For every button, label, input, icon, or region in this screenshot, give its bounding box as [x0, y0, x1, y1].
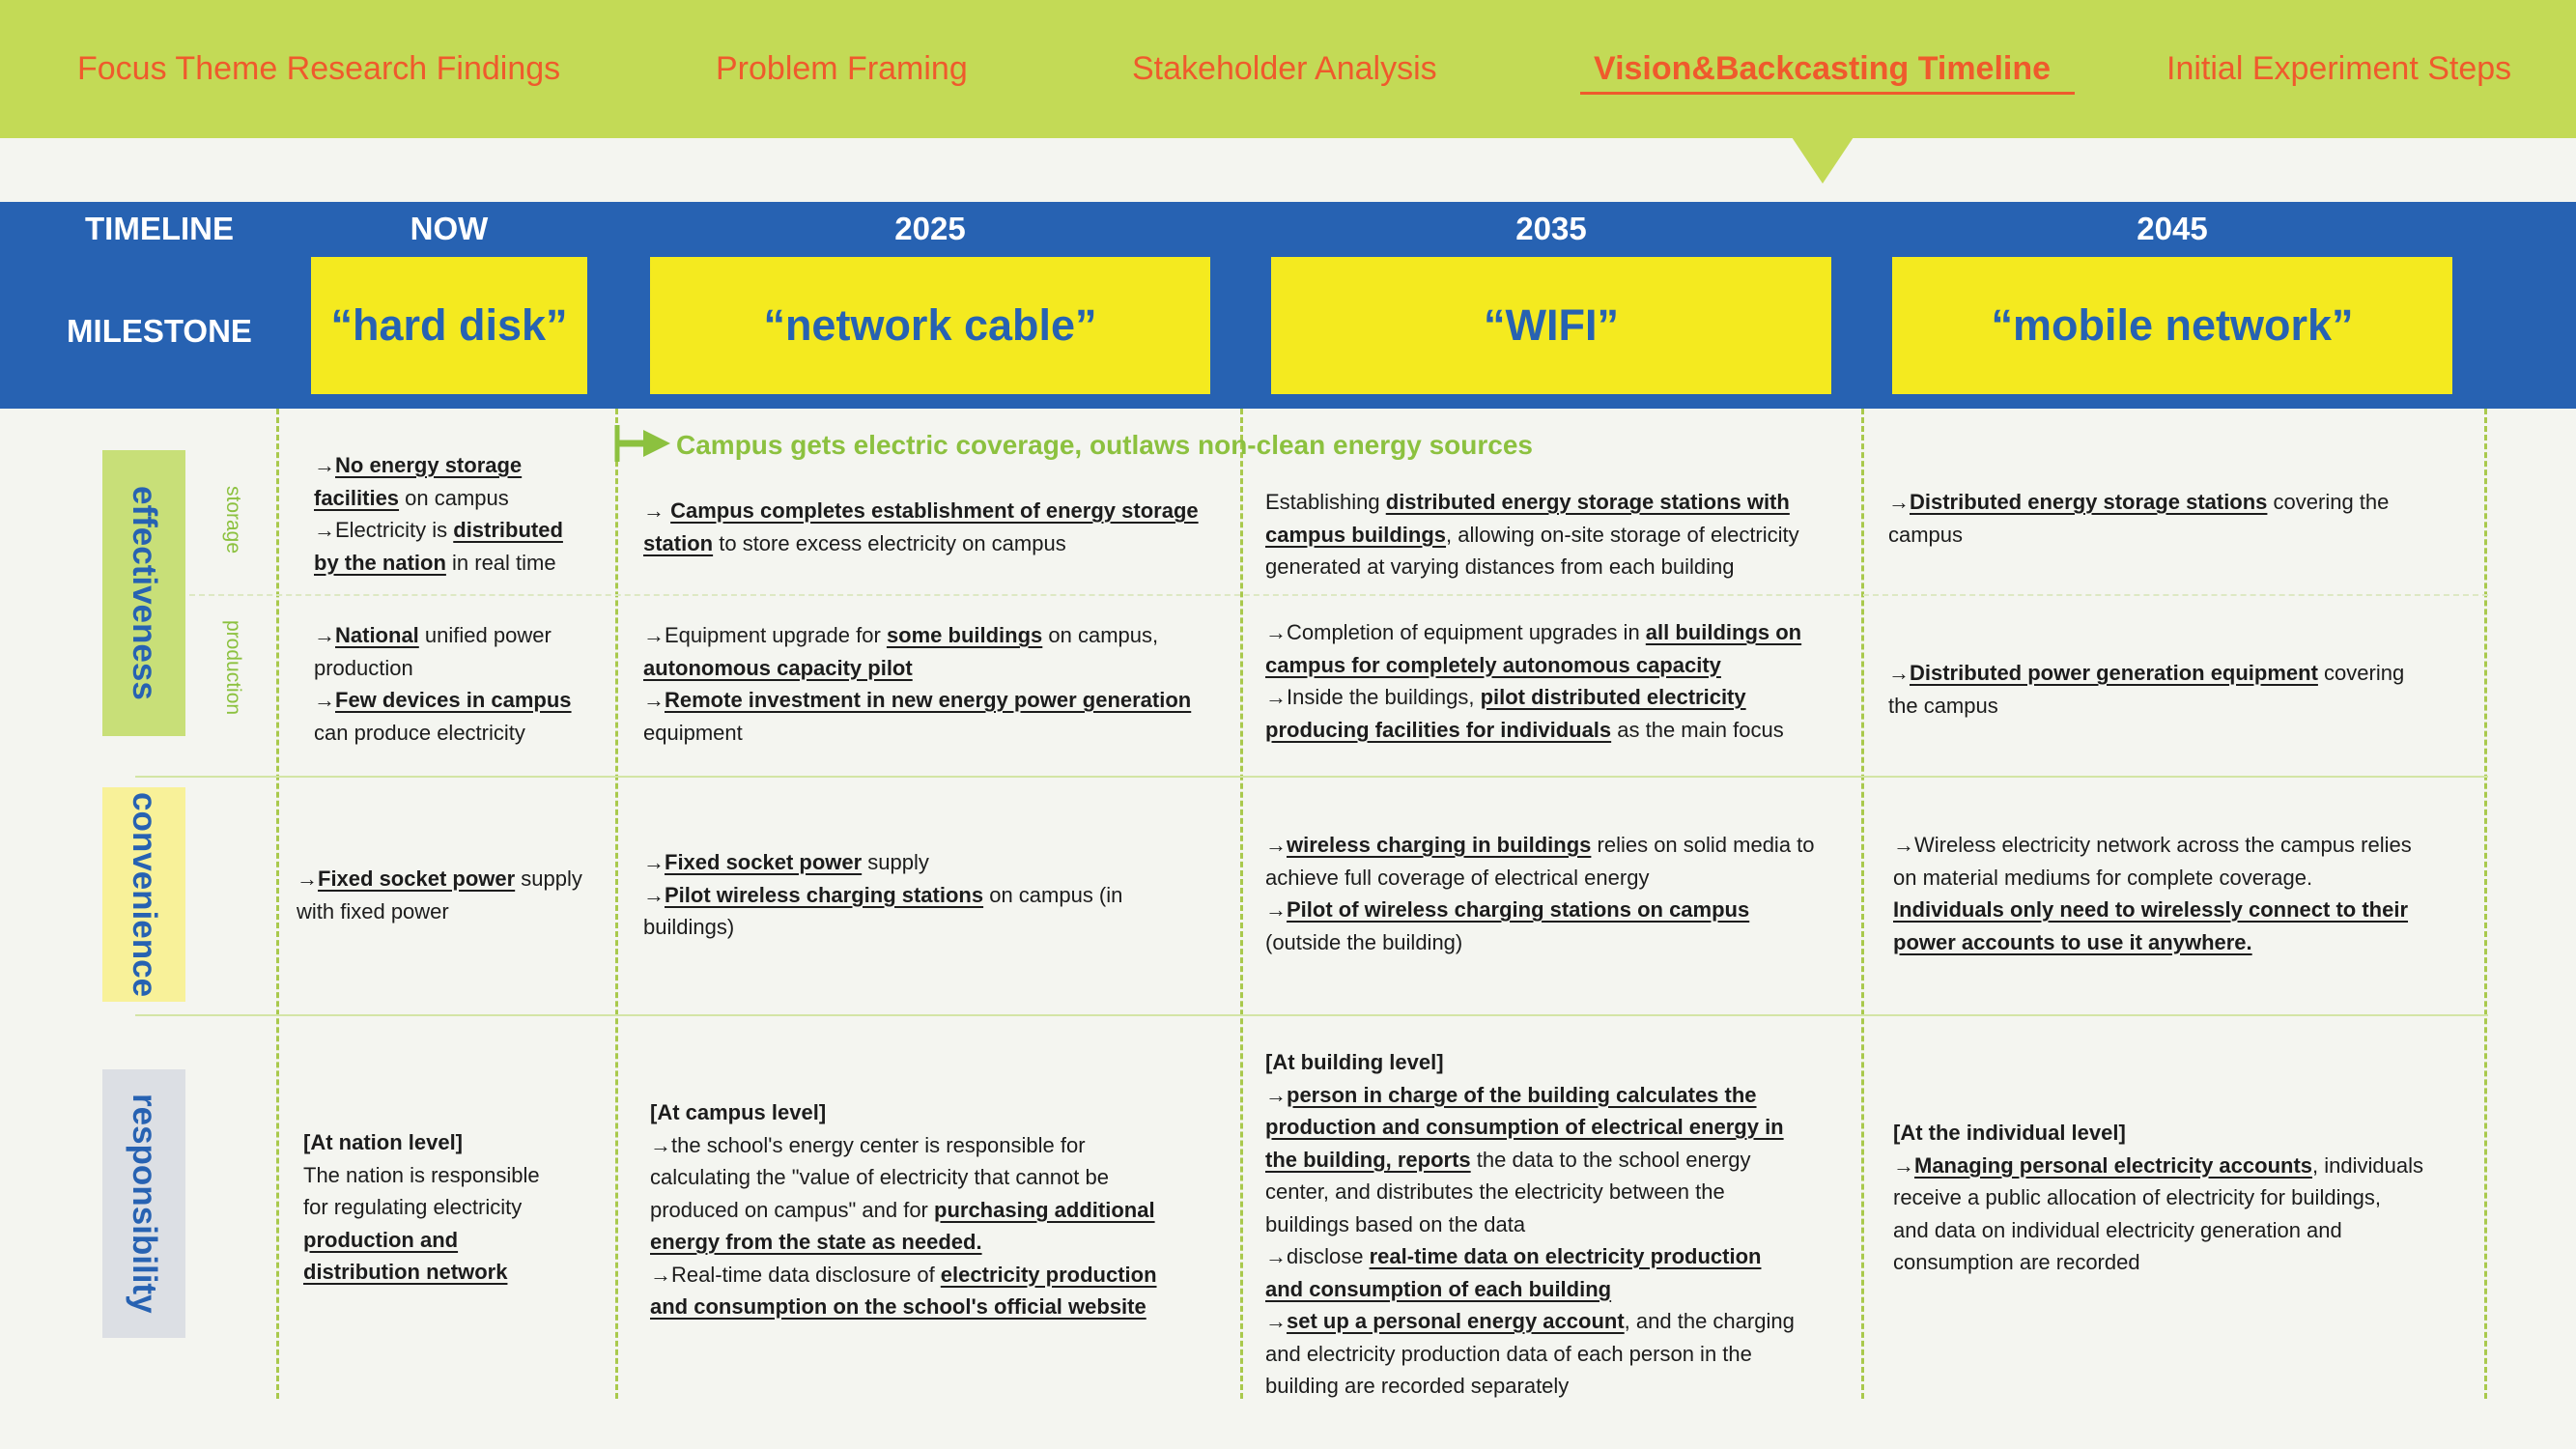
cell-text-line: [650, 1161, 1157, 1194]
cell-text-line: [643, 879, 1122, 912]
highlighted-text: Remote investment in new energy power generation: [665, 688, 1192, 712]
cell-text: , allowing on-site storage of electricity: [1446, 522, 1799, 547]
cell-text-line: [643, 652, 1191, 685]
category-label: responsibility: [126, 1094, 163, 1314]
highlighted-text: Fixed socket power: [318, 867, 516, 891]
highlighted-text: Managing personal electricity accounts: [1914, 1152, 2313, 1178]
highlighted-text: production and consumption of electrical energy in: [1265, 1115, 1784, 1139]
cell-text-line: [314, 684, 572, 717]
cell-text-line: [314, 547, 563, 580]
cell-responsibility-2035: [1265, 1046, 1795, 1403]
cell-text-line: [303, 1126, 540, 1159]
cell-text: →: [314, 688, 335, 712]
cell-text-line: [1265, 1370, 1795, 1403]
cell-text-line: [1265, 1305, 1795, 1338]
cell-responsibility-2045: [1893, 1117, 2423, 1279]
highlighted-text: electricity production: [940, 1262, 1157, 1287]
timeline-row-label: TIMELINE: [85, 211, 234, 246]
highlighted-text: campus for completely autonomous capacity: [1265, 652, 1721, 677]
cell-text: →: [1265, 1082, 1287, 1107]
milestone-label: “mobile network”: [1991, 300, 2354, 350]
milestone-label: “WIFI”: [1484, 300, 1619, 350]
cell-storage-2025: [643, 495, 1199, 559]
highlighted-text: Fixed socket power: [665, 850, 863, 874]
nav-tab-focus-theme[interactable]: Focus Theme Research Findings: [77, 50, 561, 87]
category-responsibility: [102, 1069, 185, 1338]
cell-text: →disclose: [1265, 1244, 1370, 1268]
cell-text-line: [1893, 1117, 2423, 1150]
nav-tab-vision-backcasting[interactable]: Vision&Backcasting Timeline: [1594, 50, 2052, 87]
highlighted-text: some buildings: [886, 623, 1043, 647]
cell-text-line: [1893, 926, 2412, 959]
highlighted-text: purchasing additional: [934, 1197, 1155, 1222]
cell-text-line: [1265, 681, 1801, 714]
cell-text: [At building level]: [1265, 1050, 1444, 1074]
highlighted-text: power accounts to use it anywhere.: [1893, 929, 2252, 954]
cell-text-line: [297, 863, 582, 895]
cell-text: [At the individual level]: [1893, 1121, 2126, 1145]
cell-text-line: [303, 1191, 540, 1224]
highlighted-text: National: [335, 623, 419, 647]
cell-text-line: [1265, 1079, 1795, 1112]
cell-text: equipment: [643, 720, 743, 745]
active-tab-pointer: [1792, 137, 1854, 184]
cell-text: →: [643, 882, 665, 907]
highlighted-text: distributed: [453, 518, 563, 542]
category-convenience: [102, 787, 185, 1002]
cell-text: →: [314, 453, 335, 477]
column-divider: [615, 409, 618, 1399]
highlighted-text: the building, reports: [1265, 1147, 1471, 1172]
cell-text-line: [643, 684, 1191, 717]
cell-text: →: [1265, 833, 1287, 857]
cell-text: on campus: [399, 485, 509, 510]
cell-text: center, and distributes the electricity between the: [1265, 1179, 1725, 1204]
highlighted-text: real-time data on electricity production: [1369, 1244, 1762, 1268]
cell-text-line: [1265, 1144, 1795, 1177]
cell-text-line: [1265, 519, 1799, 552]
cell-convenience-2025: [643, 846, 1122, 944]
cell-production-2035: [1265, 616, 1801, 746]
cell-text: as the main focus: [1611, 717, 1784, 742]
category-label: convenience: [126, 791, 163, 998]
sub-row-divider: [189, 594, 2488, 596]
campus-coverage-banner: Campus gets electric coverage, outlaws non-clean energy sources: [676, 430, 1533, 460]
cell-text: the data to the school energy: [1470, 1147, 1751, 1172]
cell-convenience-now: [297, 863, 582, 927]
cell-text-line: [303, 1256, 540, 1289]
highlighted-text: autonomous capacity pilot: [643, 655, 913, 680]
cell-text-line: [1265, 926, 1815, 959]
milestone-network-cable: [650, 257, 1210, 394]
highlighted-text: set up a personal energy account: [1287, 1309, 1625, 1333]
cell-storage-2035: [1265, 486, 1799, 583]
cell-text-line: [1265, 1046, 1795, 1079]
nav-tab-initial-experiment[interactable]: Initial Experiment Steps: [2166, 50, 2512, 87]
cell-text: buildings based on the data: [1265, 1211, 1526, 1236]
cell-text: the campus: [1888, 693, 1998, 718]
cell-text-line: [643, 619, 1191, 652]
cell-convenience-2045: [1893, 829, 2412, 958]
cell-text: →: [1888, 490, 1910, 514]
cell-text: on campus,: [1042, 623, 1159, 647]
cell-text: →: [643, 498, 671, 523]
cell-text: , and the charging: [1624, 1309, 1795, 1333]
milestone-wifi: [1271, 257, 1831, 394]
cell-text-line: [1888, 657, 2404, 690]
cell-text: supply: [862, 850, 929, 874]
cell-text: can produce electricity: [314, 720, 525, 745]
highlighted-text: facilities: [314, 485, 400, 510]
period-2035: 2035: [1515, 211, 1587, 246]
cell-convenience-2035: [1265, 829, 1815, 958]
cell-production-2045: [1888, 657, 2404, 722]
cell-production-2025: [643, 619, 1191, 749]
cell-text: for regulating electricity: [303, 1195, 523, 1219]
highlighted-text: pilot distributed electricity: [1480, 685, 1746, 709]
cell-production-now: [314, 619, 572, 749]
cell-text: supply: [515, 867, 582, 891]
cell-text-line: [1893, 1214, 2423, 1247]
milestone-mobile-network: [1892, 257, 2452, 394]
cell-text: →Wireless electricity network across the campus relies: [1893, 833, 2412, 857]
cell-responsibility-2025: [650, 1096, 1157, 1323]
cell-text-line: [1893, 1181, 2423, 1214]
cell-text-line: [1265, 1111, 1795, 1144]
cell-text-line: [297, 895, 582, 928]
cell-text-line: [314, 619, 572, 652]
cell-text-line: [1265, 1338, 1795, 1371]
highlighted-text: all buildings on: [1645, 620, 1802, 644]
cell-storage-2045: [1888, 486, 2389, 551]
cell-text-line: [1265, 862, 1815, 895]
cell-text-line: [650, 1194, 1157, 1227]
top-navigation: [0, 0, 2576, 138]
cell-text-line: [1888, 486, 2389, 519]
cell-text-line: [314, 717, 572, 750]
cell-text-line: [1888, 519, 2389, 552]
cell-text-line: [1265, 1208, 1795, 1241]
cell-text: to store excess electricity on campus: [713, 530, 1066, 555]
cell-text: →Electricity is: [314, 518, 454, 542]
cell-text: and electricity production data of each person in the: [1265, 1341, 1752, 1366]
coverage-arrow-icon: [614, 425, 672, 464]
milestone-hard-disk: [311, 257, 587, 394]
cell-text: on material mediums for complete coverage.: [1893, 865, 2313, 890]
column-divider: [1861, 409, 1864, 1399]
highlighted-text: Distributed power generation equipment: [1910, 661, 2318, 685]
cell-text: [At nation level]: [303, 1130, 464, 1154]
milestone-label: “network cable”: [763, 300, 1097, 350]
category-effectiveness: [102, 450, 185, 736]
highlighted-text: production and: [303, 1227, 459, 1252]
highlighted-text: station: [643, 530, 714, 555]
highlighted-text: distributed energy storage stations with: [1385, 490, 1790, 514]
cell-text-line: [1893, 829, 2412, 862]
cell-text: produced on campus" and for: [650, 1197, 934, 1222]
highlighted-text: Campus completes establishment of energy storage: [670, 498, 1199, 523]
cell-text: , individuals: [2312, 1152, 2423, 1178]
cell-text: →Equipment upgrade for: [643, 623, 887, 647]
cell-text: (outside the building): [1265, 929, 1463, 954]
milestone-row-label: MILESTONE: [67, 313, 252, 349]
highlighted-text: producing facilities for individuals: [1265, 717, 1612, 742]
nav-tab-stakeholder-analysis[interactable]: Stakeholder Analysis: [1132, 50, 1437, 87]
highlighted-text: No energy storage: [335, 453, 523, 477]
cell-text-line: [1265, 616, 1801, 649]
cell-text: →: [1265, 1309, 1287, 1333]
highlighted-text: by the nation: [314, 550, 446, 575]
cell-text: generated at varying distances from each building: [1265, 554, 1735, 579]
cell-text-line: [643, 911, 1122, 944]
nav-tab-problem-framing[interactable]: Problem Framing: [716, 50, 968, 87]
column-divider: [1240, 409, 1243, 1399]
cell-text-line: [1265, 1176, 1795, 1208]
cell-text: →: [314, 623, 335, 647]
cell-text: achieve full coverage of electrical energy: [1265, 865, 1650, 890]
active-tab-underline: [1580, 92, 2075, 95]
cell-text-line: [1893, 862, 2412, 895]
cell-text-line: [303, 1159, 540, 1192]
milestone-label: “hard disk”: [330, 300, 568, 350]
cell-text-line: [314, 514, 563, 547]
cell-text-line: [1893, 1246, 2423, 1279]
cell-text: The nation is responsible: [303, 1162, 540, 1187]
cell-text: →Completion of equipment upgrades in: [1265, 620, 1646, 644]
period-2025: 2025: [894, 211, 966, 246]
cell-text: covering the: [2267, 490, 2390, 514]
cell-text: →: [1265, 897, 1287, 922]
cell-text-line: [643, 717, 1191, 750]
highlighted-text: and consumption of each building: [1265, 1276, 1612, 1301]
cell-text: calculating the "value of electricity that cannot be: [650, 1165, 1109, 1189]
cell-text: [At campus level]: [650, 1100, 827, 1124]
highlighted-text: distribution network: [303, 1260, 508, 1284]
cell-text: →Real-time data disclosure of: [650, 1262, 941, 1287]
cell-text-line: [1265, 894, 1815, 926]
cell-text-line: [303, 1224, 540, 1257]
cell-text-line: [1265, 486, 1799, 519]
cell-text-line: [1265, 649, 1801, 682]
cell-text-line: [314, 449, 563, 482]
cell-text-line: [1893, 894, 2412, 926]
highlighted-text: Pilot of wireless charging stations on campus: [1287, 897, 1750, 922]
period-2045: 2045: [2137, 211, 2208, 246]
category-label: effectiveness: [126, 486, 163, 700]
period-now: NOW: [410, 211, 489, 246]
cell-responsibility-now: [303, 1126, 540, 1289]
cell-text-line: [1265, 829, 1815, 862]
cell-text-line: [650, 1291, 1157, 1323]
cell-text-line: [650, 1226, 1157, 1259]
cell-text: unified power: [418, 623, 552, 647]
cell-text-line: [650, 1096, 1157, 1129]
cell-text: receive a public allocation of electricity for buildings,: [1893, 1185, 2382, 1209]
subcategory-label: production: [222, 619, 244, 716]
row-divider: [135, 776, 2488, 778]
cell-text-line: [1265, 1240, 1795, 1273]
highlighted-text: wireless charging in buildings: [1287, 833, 1592, 857]
cell-text-line: [1265, 1273, 1795, 1306]
cell-text-line: [1893, 1150, 2423, 1182]
cell-text: and data on individual electricity generation and: [1893, 1217, 2342, 1242]
highlighted-text: campus buildings: [1265, 522, 1447, 547]
cell-text-line: [643, 527, 1199, 560]
cell-text: →Inside the buildings,: [1265, 685, 1481, 709]
subcategory-label: storage: [222, 485, 244, 554]
cell-text: consumption are recorded: [1893, 1250, 2140, 1274]
cell-text: Establishing: [1265, 490, 1386, 514]
cell-text-line: [1888, 690, 2404, 723]
cell-text: relies on solid media to: [1591, 833, 1815, 857]
cell-text: on campus (in: [983, 882, 1123, 907]
cell-text: →: [1893, 1152, 1914, 1178]
cell-text: in real time: [445, 550, 556, 575]
cell-text-line: [1265, 714, 1801, 747]
subcategory-storage: [218, 462, 247, 578]
cell-text-line: [650, 1259, 1157, 1292]
highlighted-text: Distributed energy storage stations: [1910, 490, 2268, 514]
cell-text: covering: [2317, 661, 2405, 685]
highlighted-text: Few devices in campus: [335, 688, 572, 712]
highlighted-text: Pilot wireless charging stations: [665, 882, 984, 907]
cell-text: production: [314, 655, 413, 680]
cell-text: →the school's energy center is responsible for: [650, 1132, 1086, 1157]
subcategory-production: [218, 605, 247, 730]
cell-text: →: [1888, 661, 1910, 685]
cell-storage-now: [314, 449, 563, 579]
cell-text-line: [643, 495, 1199, 527]
highlighted-text: and consumption on the school's official website: [650, 1294, 1146, 1319]
cell-text-line: [314, 652, 572, 685]
cell-text-line: [650, 1129, 1157, 1162]
cell-text: campus: [1888, 522, 1964, 547]
cell-text: →: [643, 850, 665, 874]
column-divider: [2484, 409, 2487, 1399]
highlighted-text: energy from the state as needed.: [650, 1230, 982, 1254]
highlighted-text: Individuals only need to wirelessly connect to their: [1893, 897, 2409, 922]
cell-text: with fixed power: [297, 898, 449, 923]
cell-text: →: [297, 867, 318, 891]
cell-text-line: [314, 482, 563, 515]
cell-text-line: [1265, 551, 1799, 583]
column-divider: [276, 409, 279, 1399]
cell-text: building are recorded separately: [1265, 1374, 1570, 1398]
cell-text-line: [643, 846, 1122, 879]
highlighted-text: person in charge of the building calculates the: [1287, 1082, 1757, 1107]
row-divider: [135, 1014, 2488, 1016]
cell-text: buildings): [643, 915, 735, 939]
cell-text: →: [643, 688, 665, 712]
